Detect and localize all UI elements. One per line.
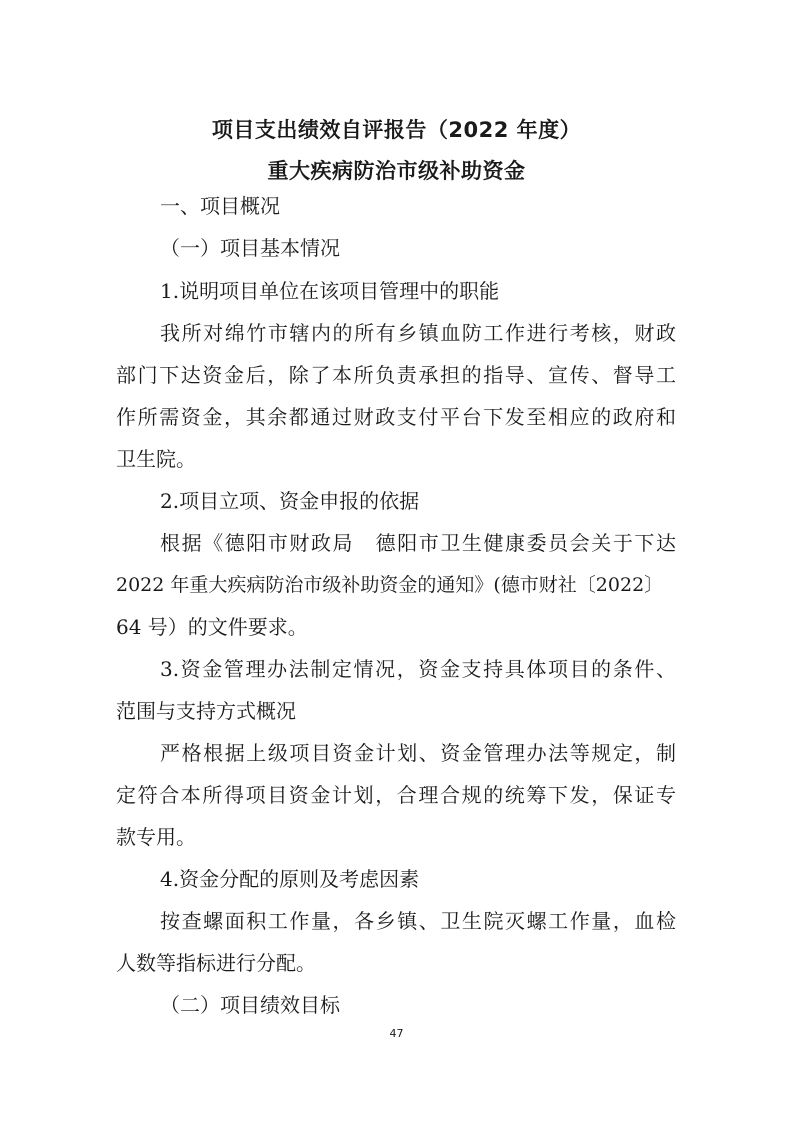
- item-heading-3-continued: 范围与支持方式概况: [116, 699, 296, 723]
- report-title: 项目支出绩效自评报告（2022 年度）: [211, 118, 582, 142]
- paragraph-line: 严格根据上级项目资金计划、资金管理办法等规定，制: [160, 741, 676, 765]
- item-heading-1: 1.说明项目单位在该项目管理中的职能: [160, 279, 500, 303]
- paragraph-line: 根据《德阳市财政局 德阳市卫生健康委员会关于下达: [160, 531, 676, 555]
- paragraph-line: 部门下达资金后，除了本所负责承担的指导、宣传、督导工: [116, 363, 676, 387]
- paragraph-line: 作所需资金，其余都通过财政支付平台下发至相应的政府和: [116, 405, 676, 429]
- paragraph-line: 2022 年重大疾病防治市级补助资金的通知》(德市财社〔2022〕: [116, 574, 664, 596]
- paragraph-line: 款专用。: [116, 825, 196, 849]
- page-number: 47: [389, 1027, 404, 1040]
- item-heading-4: 4.资金分配的原则及考虑因素: [160, 867, 420, 891]
- item-heading-3: 3.资金管理办法制定情况，资金支持具体项目的条件、: [160, 657, 676, 681]
- item-heading-2: 2.项目立项、资金申报的依据: [160, 489, 420, 513]
- paragraph-line: 人数等指标进行分配。: [116, 951, 316, 975]
- subsection-heading-basic-info: （一）项目基本情况: [160, 236, 340, 260]
- paragraph-line: 按查螺面积工作量，各乡镇、卫生院灭螺工作量，血检: [160, 909, 676, 933]
- subsection-heading-performance-goals: （二）项目绩效目标: [160, 993, 340, 1017]
- paragraph-line: 64 号）的文件要求。: [116, 615, 308, 639]
- paragraph-line: 卫生院。: [116, 447, 196, 471]
- section-heading-overview: 一、项目概况: [160, 194, 280, 218]
- report-subtitle: 重大疾病防治市级补助资金: [267, 159, 526, 183]
- paragraph-line: 定符合本所得项目资金计划，合理合规的统筹下发，保证专: [116, 783, 676, 807]
- paragraph-line: 我所对绵竹市辖内的所有乡镇血防工作进行考核，财政: [160, 321, 676, 345]
